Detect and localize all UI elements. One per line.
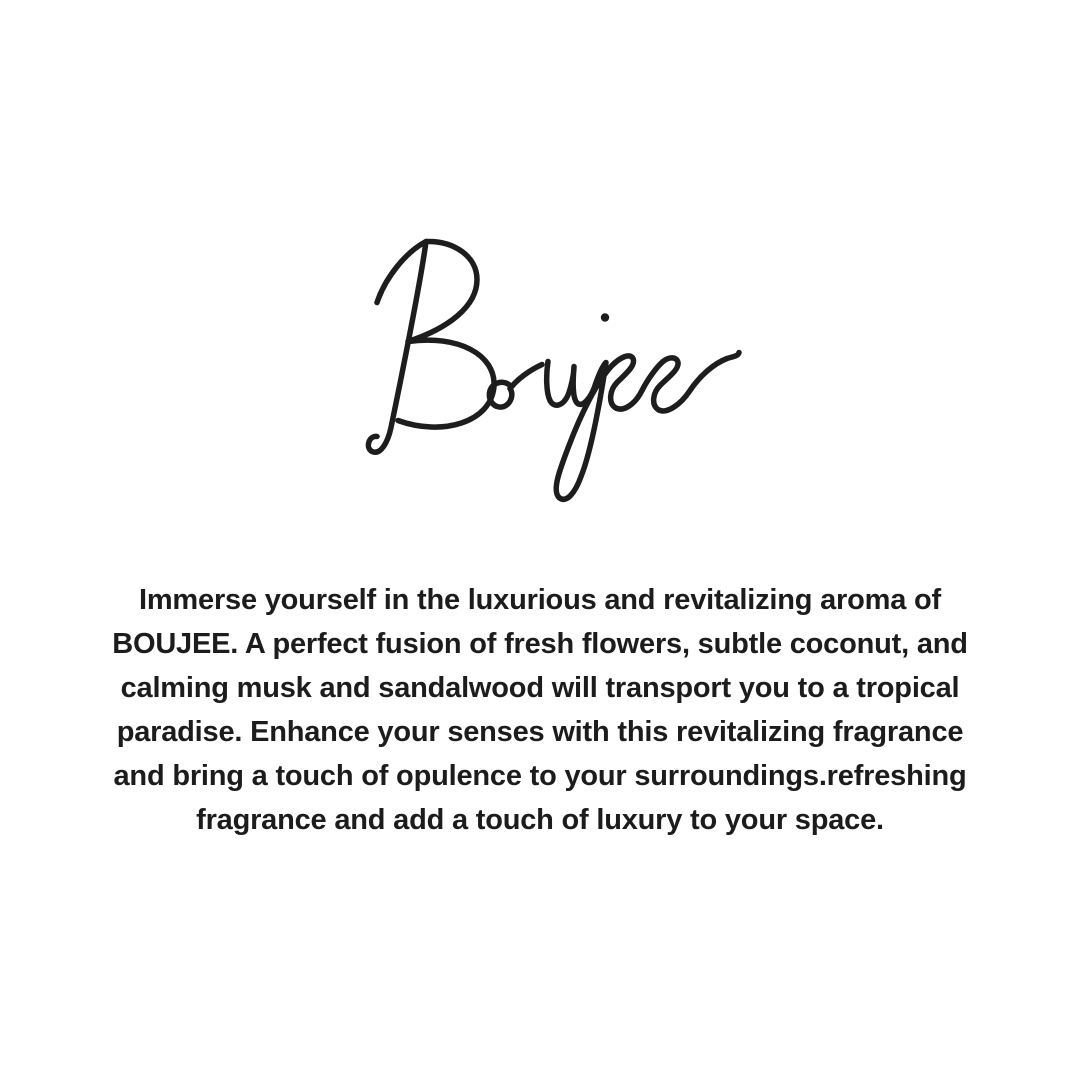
- description-line: BOUJEE. A perfect fusion of fresh flowers, subtle coconut, and: [112, 628, 968, 660]
- script-letter-o: [489, 365, 542, 408]
- script-j-dot: [601, 313, 609, 321]
- product-description: [0, 578, 1080, 842]
- boujee-script-title: [350, 222, 790, 517]
- product-title: [350, 222, 790, 517]
- description-line: calming musk and sandalwood will transport you to a tropical: [120, 672, 960, 704]
- description-line: Immerse yourself in the luxurious and revitalizing aroma of: [138, 584, 941, 616]
- description-line: and bring a touch of opulence to your surroundings.refreshing: [113, 760, 967, 792]
- script-letters-jee-swash: [556, 353, 739, 500]
- description-line: fragrance and add a touch of luxury to your space.: [196, 804, 884, 836]
- description-line: paradise. Enhance your senses with this revitalizing fragrance: [116, 716, 964, 748]
